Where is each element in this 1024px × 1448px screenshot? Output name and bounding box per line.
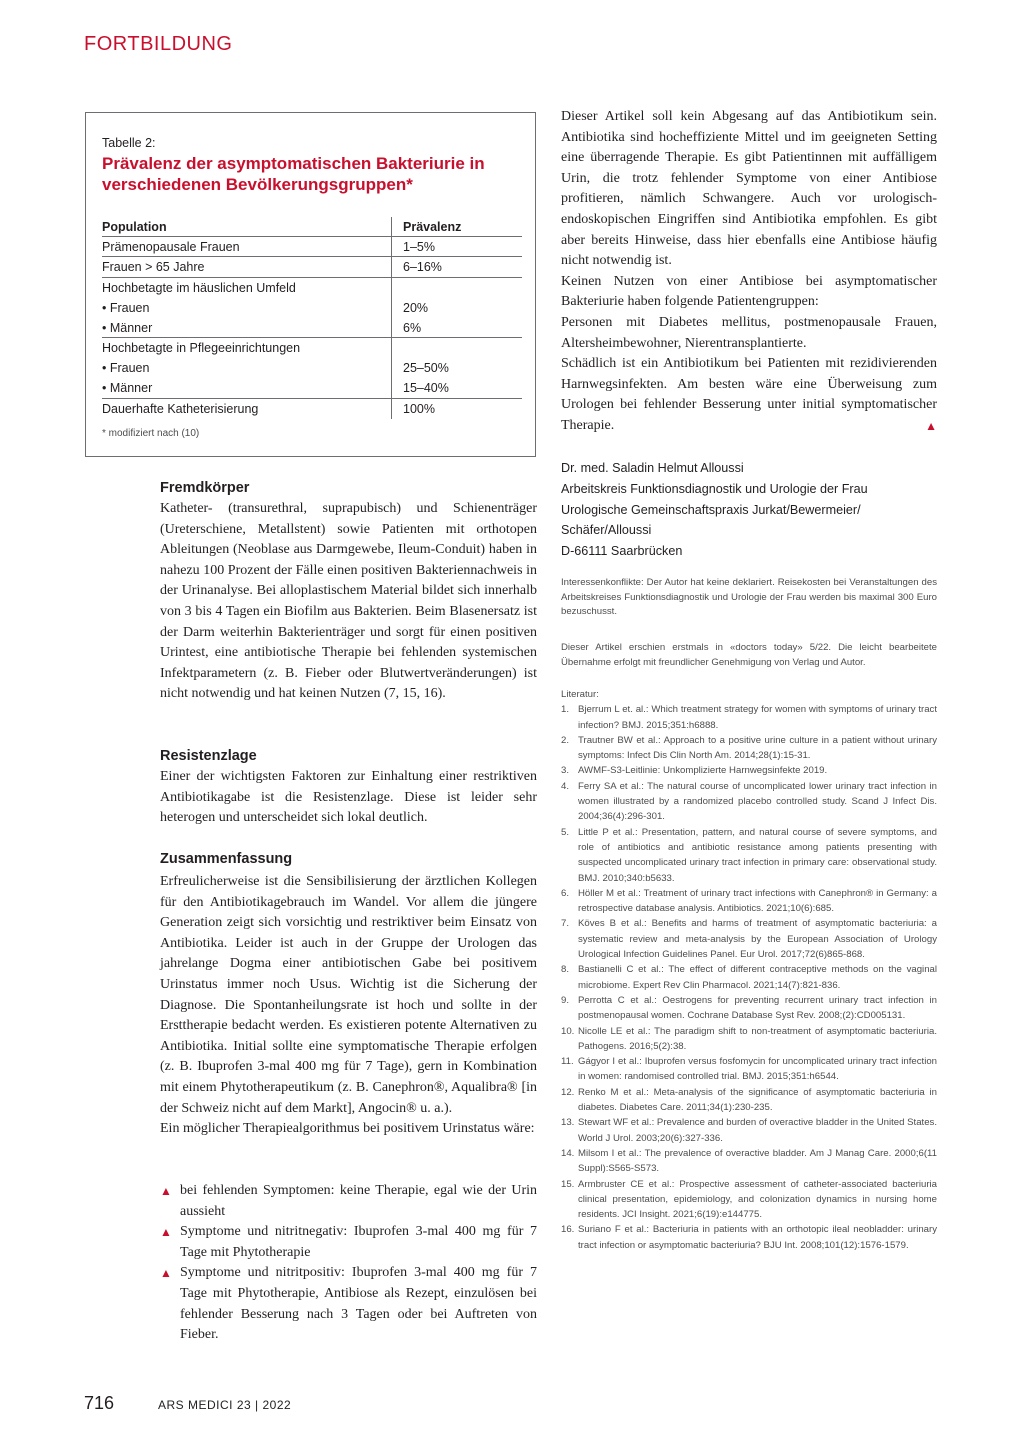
reference-number: 1.: [561, 704, 570, 716]
reference-number: 14.: [561, 1147, 575, 1159]
table-cell: Dauerhafte Katheterisierung: [102, 401, 259, 416]
reference-number: 13.: [561, 1117, 575, 1129]
list-item: [160, 1181, 537, 1222]
reference-item: [561, 993, 937, 1024]
list-item-text: Symptome und nitritpositiv: Ibuprofen 3-mal 400 mg für 7 Tage mit Phytotherapie, Antibiose als Rezept, einzulösen bei fehlender Besserung nach 3 Tagen oder bei Auftreten von Fieber.: [180, 1265, 537, 1343]
table-label: Tabelle 2:: [102, 136, 156, 150]
table-cell: 100%: [403, 401, 435, 416]
table-cell: 25–50%: [403, 361, 449, 376]
table-row: [102, 298, 522, 318]
reference-number: 16.: [561, 1224, 575, 1236]
triangle-bullet-icon: ▲: [160, 1266, 172, 1281]
end-triangle-icon: ▲: [925, 418, 937, 433]
author-affiliation-2: Urologische Gemeinschaftspraxis Jurkat/Bewermeier/: [561, 502, 861, 517]
resistenzlage-text: Einer der wichtigsten Faktoren zur Einhaltung einer restriktiven Antibiotikagabe ist die Resistenzlage. Diese ist leider sehr heterogen und unterscheidet sich lokal deutlich.: [160, 769, 537, 826]
reference-text: Bastianelli C et al.: The effect of different contraceptive methods on the vaginal microbiome. Expert Rev Clin Pharmacol. 2021;14(7):821-836.: [578, 964, 937, 991]
table-header-row: [102, 217, 522, 237]
table-cell: • Männer: [102, 381, 153, 396]
prevalence-table-box: [85, 112, 536, 457]
table-title: Prävalenz der asymptomatischen Bakteriurie in verschiedenen Bevölkerungsgruppen*: [102, 154, 485, 194]
reference-item: [561, 1054, 937, 1085]
reference-item: [561, 702, 937, 733]
reference-item: [561, 962, 937, 993]
literature-label: Literatur:: [561, 689, 599, 700]
table-row: [102, 237, 522, 257]
reference-item: [561, 1024, 937, 1055]
table-cell: 20%: [403, 300, 429, 315]
table-cell: 6–16%: [403, 259, 442, 274]
references-list: [561, 687, 937, 1253]
heading-resistenzlage: Resistenzlage: [160, 748, 257, 764]
reference-text: Renko M et al.: Meta-analysis of the significance of asymptomatic bacteriuria in diabetes. Diabetes Care. 2011;34(1):230-235.: [578, 1086, 937, 1114]
reference-number: 2.: [561, 734, 570, 746]
reference-text: Stewart WF et al.: Prevalence and burden of overactive bladder in the United States. World J Urol. 2003;20(6):327-336.: [578, 1117, 937, 1144]
reference-item: [561, 886, 937, 917]
reference-number: 11.: [561, 1056, 574, 1068]
reference-text: Nicolle LE et al.: The paradigm shift to non-treatment of asymptomatic bacteriuria. Pathogens. 2016;5(2):38.: [578, 1025, 937, 1052]
table-row: [102, 318, 522, 338]
right-paragraph-3: Personen mit Diabetes mellitus, postmenopausale Frauen, Altersheimbewohner, Nierentransplantierte.: [561, 314, 937, 351]
reference-text: Suriano F et al.: Bacteriuria in patients with an orthotopic ileal neobladder: urinary tract infection or asymptomatic bacteriuria? BJU Int. 2008;101(12):1576-1579.: [578, 1224, 937, 1251]
triangle-bullet-icon: ▲: [160, 1225, 172, 1240]
reference-text: Milsom I et al.: The prevalence of overactive bladder. Am J Manag Care. 2000;6(11 Suppl):S565-S573.: [578, 1147, 937, 1175]
list-item-text: Symptome und nitritnegativ: Ibuprofen 3-mal 400 mg für 7 Tage mit Phytotherapie: [180, 1224, 537, 1260]
reference-item: [561, 825, 937, 886]
table-cell: • Frauen: [102, 300, 150, 315]
reference-number: 8.: [561, 964, 570, 976]
reference-number: 10.: [561, 1025, 575, 1037]
author-address: D-66111 Saarbrücken: [561, 544, 683, 559]
right-column-text: [561, 107, 937, 437]
right-paragraph-4: Schädlich ist ein Antibiotikum bei Patienten mit rezidivierenden Harnwegsinfekten. Am besten wäre eine Überweisung zum Urologen bei fehlender Besserung unter initial symptomatischer Therapie.: [561, 356, 937, 433]
author-block: [561, 458, 941, 562]
reference-number: 6.: [561, 887, 570, 899]
fremdkoerper-text: Katheter- (transurethral, suprapubisch) und Schienenträger (Ureterschiene, Metallstent) sowie Patienten mit orthotopen Ableitungen (Neoblase aus Darmgewebe, Ileum-Conduit) haben in nahezu 100 Prozent der Fälle einen positiven Bakteriennachweis in der Urinanalyse. Bei alloplastischem Material bildet sich innerhalb von 3 bis 4 Tagen ein Biofilm aus Bakterien. Beim Blasenersatz ist der Darm weiterhin Bakterienträger und sorgt für einen positiven Urintest, eine antibiotische Therapie bei fehlenden systemischen Infektparametern (z. B. Fieber oder Blutwertveränderungen) ist nicht notwendig und hat keinen Nutzen (7, 15, 16).: [160, 501, 537, 702]
reference-text: Bjerrum L et. al.: Which treatment strategy for women with symptoms of urinary tract infection? BMJ. 2015;351:h6888.: [578, 704, 937, 731]
table-row: [102, 379, 522, 399]
author-affiliation-1: Arbeitskreis Funktionsdiagnostik und Urologie der Frau: [561, 481, 868, 496]
triangle-bullet-icon: ▲: [160, 1184, 172, 1198]
reference-number: 5.: [561, 826, 570, 838]
heading-fremdkoerper: Fremdkörper: [160, 480, 250, 496]
reference-item: [561, 779, 937, 825]
right-paragraph-4-wrap: [561, 354, 937, 436]
reference-item: [561, 1222, 937, 1253]
table-cell: Prämenopausale Frauen: [102, 239, 240, 254]
table-footnote: * modifiziert nach (10): [102, 428, 200, 439]
reference-number: 3.: [561, 765, 570, 777]
reference-item: [561, 1085, 937, 1116]
table-row: [102, 257, 522, 277]
reference-text: Köves B et al.: Benefits and harms of treatment of asymptomatic bacteriuria: a systematic review and meta-analysis by the European Association of Urology Urological Infection Guidelines Panel. Eur Urol. 2017;72(6)865-868.: [578, 918, 937, 961]
table-cell: • Frauen: [102, 361, 150, 376]
first-published-note: Dieser Artikel erschien erstmals in «doctors today» 5/22. Die leicht bearbeitete Übernahme erfolgt mit freundlicher Genehmigung von Verlag und Autor.: [561, 642, 937, 668]
publication-name: ARS MEDICI 23 | 2022: [158, 1398, 292, 1412]
reference-item: [561, 763, 937, 778]
right-paragraph-1: Dieser Artikel soll kein Abgesang auf das Antibiotikum sein. Antibiotika sind hocheffiziente Mittel und im geeigneten Setting eine überragende Therapie. Es gibt Patientinnen mit auffälligem Urin, die trotz fehlender Symptome von einer Antibiose profitieren, nämlich Schwangere. Auch vor urologisch-endoskopischen Eingriffen sind Antibiotika empfohlen. Es gibt aber bereits Hinweise, dass hier ebenfalls eine Antibiose häufig nicht notwendig ist.: [561, 109, 937, 269]
reference-text: Gágyor I et al.: Ibuprofen versus fosfomycin for uncomplicated urinary tract infection in women: randomised controlled trial. BMJ. 2015;351:h6544.: [578, 1056, 937, 1083]
table-cell: Hochbetagte im häuslichen Umfeld: [102, 280, 296, 295]
reference-item: [561, 1177, 937, 1223]
reference-number: 15.: [561, 1178, 575, 1190]
table-cell: 1–5%: [403, 239, 435, 254]
table-cell: Hochbetagte in Pflegeeinrichtungen: [102, 341, 301, 356]
page-number: 716: [84, 1393, 115, 1413]
table-row: [102, 358, 522, 378]
conflict-of-interest: Interessenkonflikte: Der Autor hat keine deklariert. Reisekosten bei Veranstaltungen des Arbeitskreises Funktionsdiagnostik und Urologie der Frau werden bis maximal 300 Euro bezuschusst.: [561, 577, 937, 618]
reference-text: Little P et al.: Presentation, pattern, and natural course of severe symptoms, and role of antibiotics and antibiotic resistance among patients presenting with suspected uncomplicated urinary tract infection in primary care: observational study. BMJ. 2010;340:b5633.: [578, 826, 937, 884]
reference-number: 9.: [561, 994, 570, 1006]
table-cell: 6%: [403, 320, 422, 335]
reference-number: 12.: [561, 1086, 575, 1098]
table-cell: Frauen > 65 Jahre: [102, 259, 205, 274]
prevalence-table: [102, 217, 522, 419]
reference-item: [561, 1146, 937, 1177]
table-row: [102, 278, 522, 298]
table-cell: • Männer: [102, 320, 153, 335]
zusammenfassung-paragraph-2: Ein möglicher Therapiealgorithmus bei positivem Urinstatus wäre:: [160, 1121, 535, 1137]
reference-text: Perrotta C et al.: Oestrogens for preventing recurrent urinary tract infection in postmenopausal women. Cochrane Database Syst Rev. 2008;(2):CD005131.: [578, 994, 937, 1022]
reference-text: AWMF-S3-Leitlinie: Unkomplizierte Harnwegsinfekte 2019.: [578, 765, 828, 777]
table-row: [102, 399, 522, 419]
header-prevalence: Prävalenz: [403, 219, 462, 234]
therapy-algorithm-list: [160, 1181, 537, 1346]
reference-item: [561, 733, 937, 764]
table-cell: 15–40%: [403, 381, 449, 396]
zusammenfassung-text: [160, 872, 537, 1140]
reference-number: 4.: [561, 780, 570, 792]
zusammenfassung-paragraph-1: Erfreulicherweise ist die Sensibilisierung der ärztlichen Kollegen für den Antibiotikagebrauch im Wandel. Vor allem die jüngere Generation zeigt sich vorsichtig und restriktiver beim Einsatz von Antibiotika. Leider ist auch in der Gruppe der Urologen das jahrelange Dogma einer antibiotischen Gabe bei positivem Urinstatus immer noch Usus. Wichtig ist die Sicherung der Diagnose. Die Spontanheilungsrate ist hoch und sollte in der Ersttherapie bedacht werden. Es existieren potente Alternativen zu Antibiotika. Initial sollte eine symptomatische Therapie erfolgen (z. B. Ibuprofen 3-mal 400 mg für 7 Tage), gern in Kombination mit einem Phytotherapeutikum (z. B. Canephron®, Aqualibra® [in der Schweiz nicht auf dem Markt], Angocin® u. a.).: [160, 874, 537, 1116]
table-row: [102, 338, 522, 358]
reference-text: Trautner BW et al.: Approach to a positive urine culture in a patient without urinary symptoms: Infect Dis Clin North Am. 2014;28(1):15-31.: [578, 734, 937, 762]
list-item: [160, 1263, 537, 1345]
reference-text: Ferry SA et al.: The natural course of uncomplicated lower urinary tract infection in women illustrated by a randomized placebo controlled study. Scand J Infect Dis. 2004;36(4):296-301.: [578, 780, 937, 823]
reference-item: [561, 916, 937, 962]
reference-text: Armbruster CE et al.: Prospective assessment of catheter-associated bacteriuria clinical presentation, epidemiology, and colonization dynamics in nursing home residents. JCI Insight. 2021;6(19):e144775.: [578, 1178, 937, 1221]
list-item-text: bei fehlenden Symptomen: keine Therapie, egal wie der Urin aussieht: [180, 1183, 537, 1219]
heading-zusammenfassung: Zusammenfassung: [160, 851, 293, 867]
reference-text: Höller M et al.: Treatment of urinary tract infections with Canephron® in Germany: a retrospective database analysis. Antibiotics. 2021;10(6):685.: [578, 887, 937, 915]
reference-number: 7.: [561, 918, 570, 930]
section-label: FORTBILDUNG: [84, 33, 233, 55]
author-name: Dr. med. Saladin Helmut Alloussi: [561, 461, 744, 475]
header-population: Population: [102, 219, 167, 234]
list-item: [160, 1222, 537, 1263]
author-affiliation-3: Schäfer/Alloussi: [561, 523, 652, 538]
reference-item: [561, 1115, 937, 1146]
right-paragraph-2: Keinen Nutzen von einer Antibiose bei asymptomatischer Bakteriurie haben folgende Patientengruppen:: [561, 273, 937, 310]
